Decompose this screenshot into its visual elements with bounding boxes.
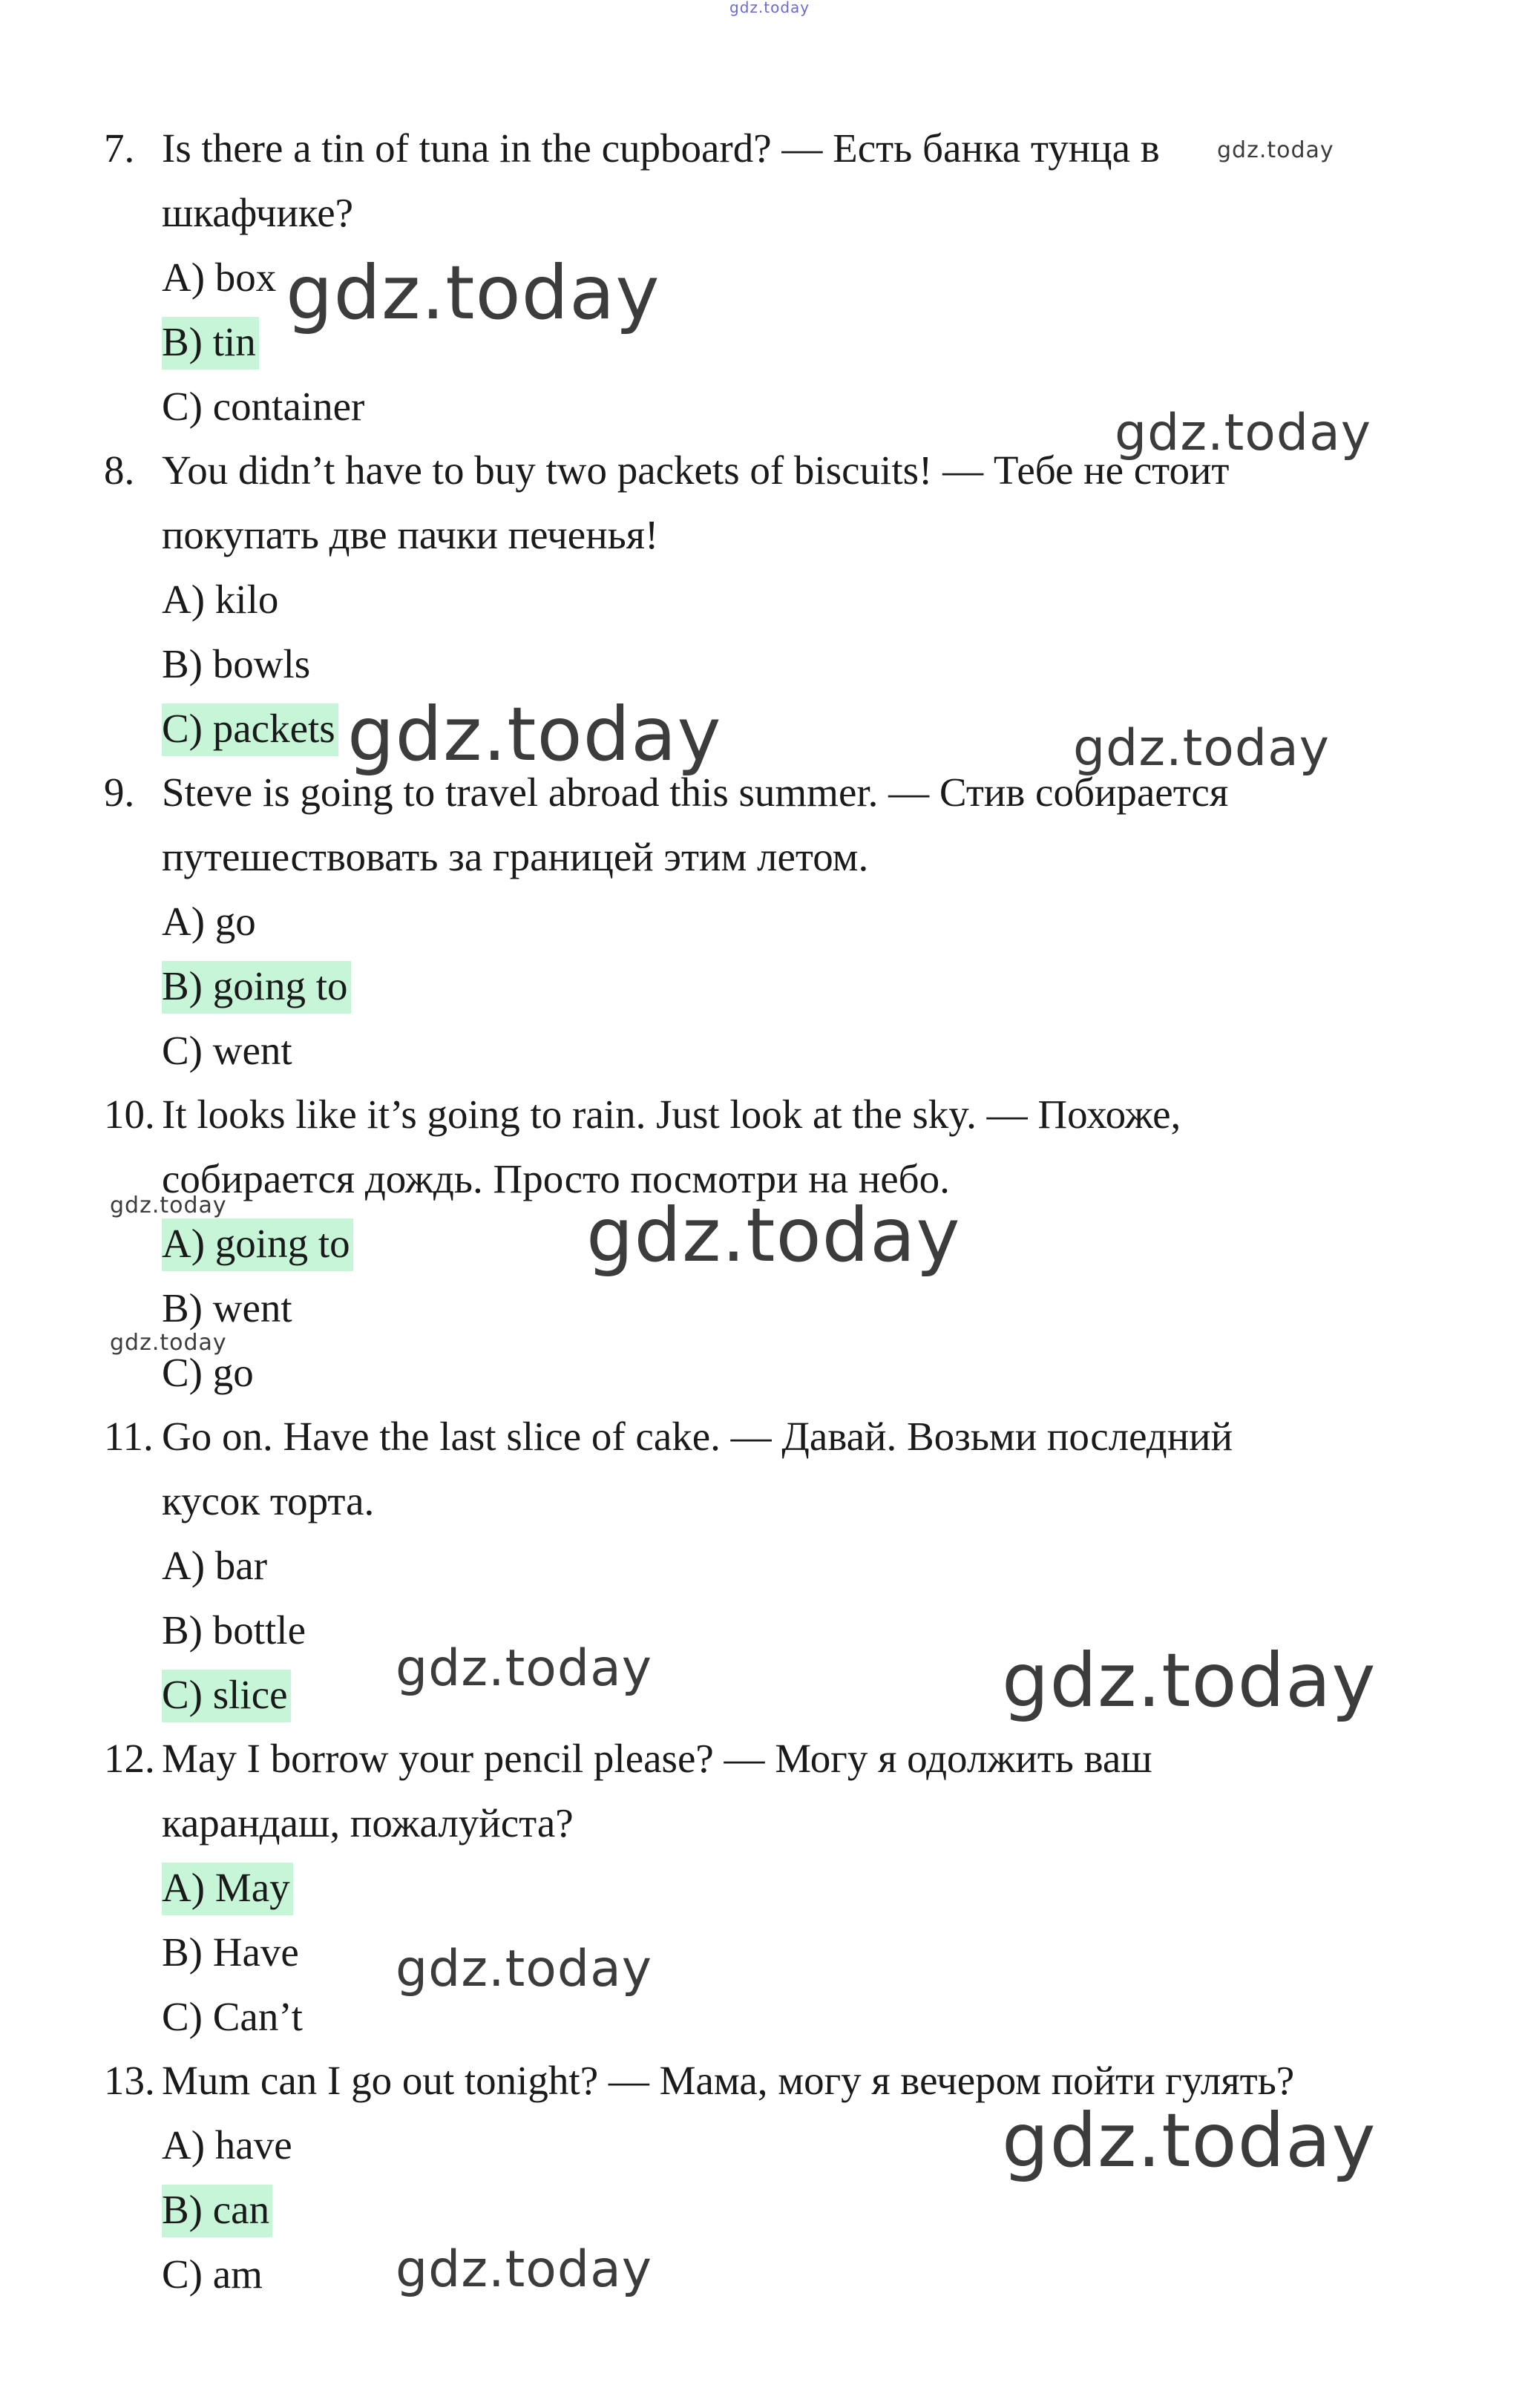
- question-text: Mum can I go out tonight? — Мама, могу я вечером пойти гулять?: [162, 2058, 1295, 2103]
- option-a: A) go: [162, 899, 256, 944]
- option-c: C) go: [162, 1350, 254, 1395]
- question-text: Steve is going to travel abroad this summer. — Стив собирается: [162, 770, 1229, 815]
- option-a: A) kilo: [162, 577, 279, 622]
- option-c: C) Can’t: [162, 1994, 303, 2039]
- question-number: 8.: [104, 447, 135, 493]
- question-text-cont: шкафчике?: [162, 190, 354, 235]
- watermark: gdz.today: [396, 1639, 652, 1698]
- watermark: gdz.today: [1073, 719, 1330, 778]
- option-a: A) bar: [162, 1543, 268, 1588]
- watermark: gdz.today: [396, 2240, 652, 2299]
- question-text-cont: собирается дождь. Просто посмотри на небо.: [162, 1156, 950, 1201]
- option-a: A) have: [162, 2122, 292, 2168]
- top-watermark: gdz.today: [729, 0, 810, 16]
- option-b: B) bowls: [162, 641, 311, 686]
- watermark: gdz.today: [586, 1192, 961, 1279]
- option-b: B) Have: [162, 1929, 299, 1975]
- question-number: 12.: [104, 1736, 155, 1781]
- question-text: Is there a tin of tuna in the cupboard? — Есть банка тунца в: [162, 125, 1160, 171]
- question-text: You didn’t have to buy two packets of biscuits! — Тебе не стоит: [162, 447, 1230, 493]
- question-number: 10.: [104, 1092, 155, 1137]
- option-b-correct: B) going to: [162, 961, 351, 1014]
- option-b-correct: B) can: [162, 2185, 272, 2237]
- option-a: A) box: [162, 255, 277, 300]
- question-text: May I borrow your pencil please? — Могу я одолжить ваш: [162, 1736, 1152, 1781]
- watermark: gdz.today: [286, 249, 660, 336]
- watermark: gdz.today: [1115, 404, 1371, 462]
- option-b: B) bottle: [162, 1607, 306, 1653]
- question-text: It looks like it’s going to rain. Just look at the sky. — Похоже,: [162, 1092, 1181, 1137]
- option-a-correct: A) May: [162, 1863, 293, 1915]
- option-b-correct: B) tin: [162, 317, 259, 370]
- watermark: gdz.today: [1002, 2097, 1377, 2184]
- option-c: C) am: [162, 2251, 263, 2297]
- question-number: 9.: [104, 770, 135, 815]
- watermark: gdz.today: [347, 691, 722, 778]
- watermark: gdz.today: [396, 1940, 652, 1998]
- question-text-cont: карандаш, пожалуйста?: [162, 1800, 574, 1846]
- watermark: gdz.today: [110, 1192, 227, 1218]
- question-text-cont: покупать две пачки печенья!: [162, 512, 659, 557]
- question-number: 11.: [104, 1414, 154, 1459]
- option-c-correct: C) packets: [162, 703, 338, 756]
- option-c: C) went: [162, 1028, 292, 1073]
- option-a-correct: A) going to: [162, 1218, 353, 1271]
- question-text-cont: кусок торта.: [162, 1478, 375, 1523]
- question-number: 7.: [104, 125, 135, 171]
- watermark: gdz.today: [1217, 137, 1334, 163]
- option-b: B) went: [162, 1285, 292, 1331]
- option-c: C) container: [162, 384, 365, 429]
- watermark: gdz.today: [110, 1330, 227, 1356]
- question-number: 13.: [104, 2058, 155, 2103]
- question-text: Go on. Have the last slice of cake. — Давай. Возьми последний: [162, 1414, 1233, 1459]
- question-text-cont: путешествовать за границей этим летом.: [162, 834, 869, 879]
- watermark: gdz.today: [1002, 1637, 1377, 1724]
- option-c-correct: C) slice: [162, 1670, 291, 1722]
